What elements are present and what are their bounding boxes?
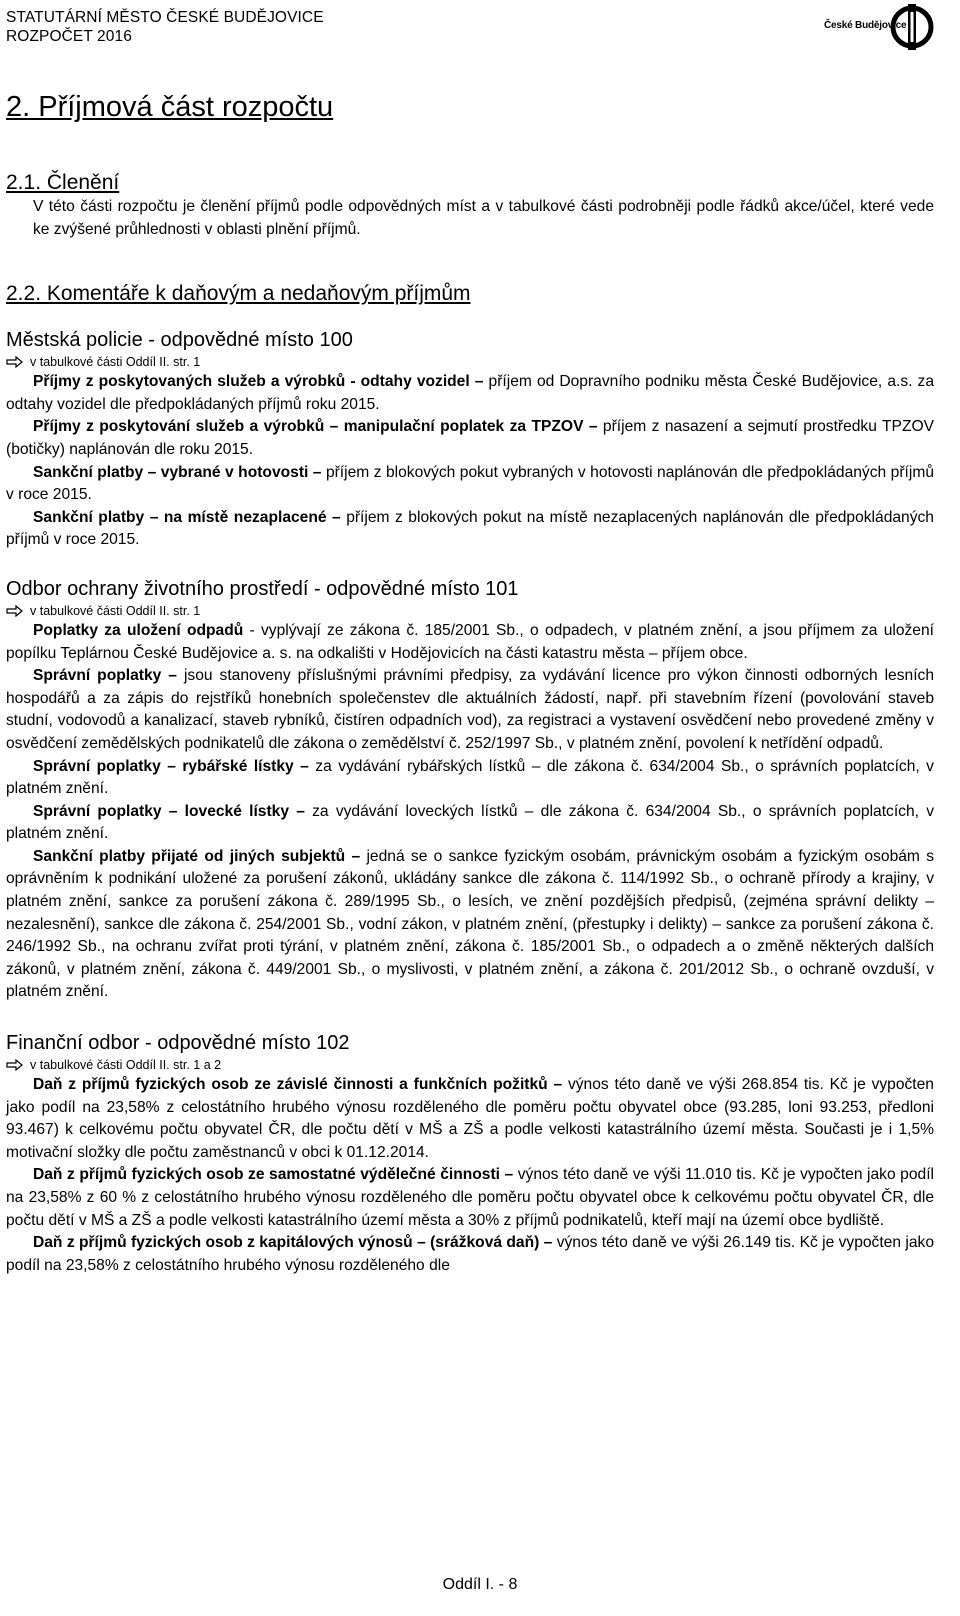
ozp-paragraph [6,801,934,846]
paragraph-lead: Sankční platby – na místě nezaplacené – [33,508,341,526]
section-2-1-text: V této části rozpočtu je členění příjmů podle odpovědných míst a v tabulkové části podrobněji podle řádků akce/účel, které vede ke zvýšené průhlednosti v oblasti plnění příjmů. [33,198,934,238]
fo-paragraph [6,1232,934,1277]
paragraph-text: za vydávání rybářských lístků – dle zákona č. 634/2004 Sb., o správních poplatcích, v platném znění. [6,757,934,798]
header-city: STATUTÁRNÍ MĚSTO ČESKÉ BUDĚJOVICE [6,9,324,26]
arrow-right-icon [6,356,24,368]
paragraph-text: příjem z nasazení a sejmutí prostředku TPZOV (botičky) naplánován dle roku 2015. [6,418,934,458]
page-header [6,8,936,52]
ozp-paragraph [6,665,934,755]
paragraph-lead: Sankční platby – vybrané v hotovosti – [33,463,322,481]
mp-heading: Městská policie - odpovědné místo 100 [6,329,353,352]
paragraph-text: jsou stanoveny příslušnými právními předpisy, za vydávání licence pro výkon činnosti odborných lesních hospodářů a za zápis do rejstříků honebních společenstev dle aktuálních žádostí, např. při stavebním řízení (povolování staveb studní, vodovodů a kanalizací, staveb rybníků, čistíren odpadních vod), za registraci a vystavení osvědčení nebo provedené změny v osvědčení zemědělských podnikatelů dle zákona o zemědělství č. 252/1997 Sb., v platném znění, povolení k netřídění odpadů. [6,667,935,752]
logo-text: České Budějovice [824,20,907,31]
paragraph-lead: Správní poplatky – [33,667,177,685]
page-footer: Oddíl I. - 8 [442,1576,518,1593]
ozp-ref-text: v tabulkové části Oddíl II. str. 1 [30,603,201,618]
document-body [6,90,934,1277]
paragraph-lead: Příjmy z poskytovaných služeb a výrobků - odtahy vozidel – [33,373,484,391]
ozp-ref [6,602,934,620]
paragraph-text: výnos této daně ve výši 268.854 tis. Kč je vypočten jako podíl na 23,58% z celostátního hrubého výnosu rozděleného dle poměru počtu obyvatel obce (93.285, loni 93.253, předloni 93.467) k celkovému počtu obyvatel ČR, dle počtu dětí v MŠ a ZŠ a podle velkosti katastrálního území města. Současti je i 1,5% motivační složky dle počtu zaměstnanců v obci k 01.12.2014. [6,1076,934,1161]
paragraph-text: - vyplývají ze zákona č. 185/2001 Sb., o odpadech, v platném znění, a jsou příjmem za uložení popílku Teplárnou České Budějovice a. s. na odkališti v Hodějovicích na části katastru města – příjem obce. [6,621,934,662]
paragraph-text: příjem od Dopravního podniku města České Budějovice, a.s. za odtahy vozidel dle předpokládaných příjmů roku 2015. [6,373,935,413]
paragraph-lead: Daň z příjmů fyzických osob ze závislé činnosti a funkčních požitků – [33,1076,563,1094]
header-budget: ROZPOČET 2016 [6,28,132,45]
mp-paragraph [6,371,934,416]
ozp-items [6,620,934,1004]
paragraph-text: za vydávání loveckých lístků – dle zákona č. 634/2004 Sb., o správních poplatcích, v platném znění. [6,802,934,843]
section-2-2-heading: 2.2. Komentáře k daňovým a nedaňovým příjmům [6,282,471,306]
mp-paragraph [6,507,934,552]
ozp-paragraph [6,846,934,1004]
fo-paragraph [6,1074,934,1164]
paragraph-lead: Příjmy z poskytování služeb a výrobků – manipulační poplatek za TPZOV – [33,418,598,436]
fo-paragraph [6,1164,934,1232]
mp-items [6,371,934,552]
fo-heading: Finanční odbor - odpovědné místo 102 [6,1032,350,1055]
ozp-paragraph [6,620,934,665]
ceske-budejovice-logo-icon [888,4,936,50]
paragraph-lead: Daň z příjmů fyzických osob ze samostatné výdělečné činnosti – [33,1166,514,1184]
paragraph-text: příjem z blokových pokut vybraných v hotovosti naplánován dle předpokládaných příjmů v roce 2015. [6,463,934,504]
mp-paragraph [6,416,934,461]
fo-ref [6,1056,934,1074]
paragraph-text: výnos této daně ve výši 11.010 tis. Kč je vypočten jako podíl na 23,58% z 60 % z celostátního hrubého výnosu rozděleného dle poměru počtu obyvatel obce k celkovému počtu obyvatel ČR, dle počtu dětí v MŠ a ZŠ a podle velkosti katastrálního území města a 30% z příjmů podnikatelů, kteří mají na území obce bydliště. [6,1166,934,1229]
arrow-right-icon [6,1059,24,1071]
page-title: 2. Příjmová část rozpočtu [6,91,334,123]
paragraph-lead: Sankční platby přijaté od jiných subjektů – [33,847,361,865]
ozp-heading: Odbor ochrany životního prostředí - odpovědné místo 101 [6,577,519,600]
mp-paragraph [6,462,934,507]
fo-items [6,1074,934,1277]
paragraph-text: výnos této daně ve výši 26.149 tis. Kč je vypočten jako podíl na 23,58% z celostátního hrubého výnosu rozděleného dle [6,1234,934,1274]
paragraph-lead: Daň z příjmů fyzických osob z kapitálových výnosů – (srážková daň) – [33,1234,553,1252]
ozp-paragraph [6,756,934,801]
mp-ref-text: v tabulkové části Oddíl II. str. 1 [30,355,201,370]
paragraph-lead: Správní poplatky – rybářské lístky – [33,757,309,775]
arrow-right-icon [6,605,24,617]
paragraph-text: jedná se o sankce fyzickým osobám, právnickým osobám a fyzickým osobám s oprávněním k podnikání uložené za porušení zákonů, ukládány sankce dle zákona č. 114/1992 Sb., o ochraně přírody a krajiny, v platném znění, sankce za porušení zákona č. 289/1995 Sb., o lesích, ve znění pozdějších předpisů, (zejména správní delikty – nezalesnění), sankce dle zákona č. 254/2001 Sb., vodní zákon, v platném znění, (přestupky i delikty) – sankce za porušení zákona č. 246/1992 Sb., na ochranu zvířat proti týrání, v platném znění, zákona č. 185/2001 Sb., o odpadech a o změně některých dalších zákonů, v platném znění, zákona č. 449/2001 Sb., o myslivosti, v platném znění, a zákona č. 201/2012 Sb., o ochraně ovzduší, v platném znění. [6,847,934,1001]
paragraph-lead: Správní poplatky – lovecké lístky – [33,802,305,820]
fo-ref-text: v tabulkové části Oddíl II. str. 1 a 2 [30,1058,222,1073]
section-2-1-heading: 2.1. Členění [6,171,120,194]
paragraph-text: příjem z blokových pokut na místě nezaplacených naplánován dle předpokládaných příjmů v roce 2015. [6,508,934,549]
mp-ref [6,353,934,371]
paragraph-lead: Poplatky za uložení odpadů [33,621,244,639]
city-logo [824,4,936,50]
